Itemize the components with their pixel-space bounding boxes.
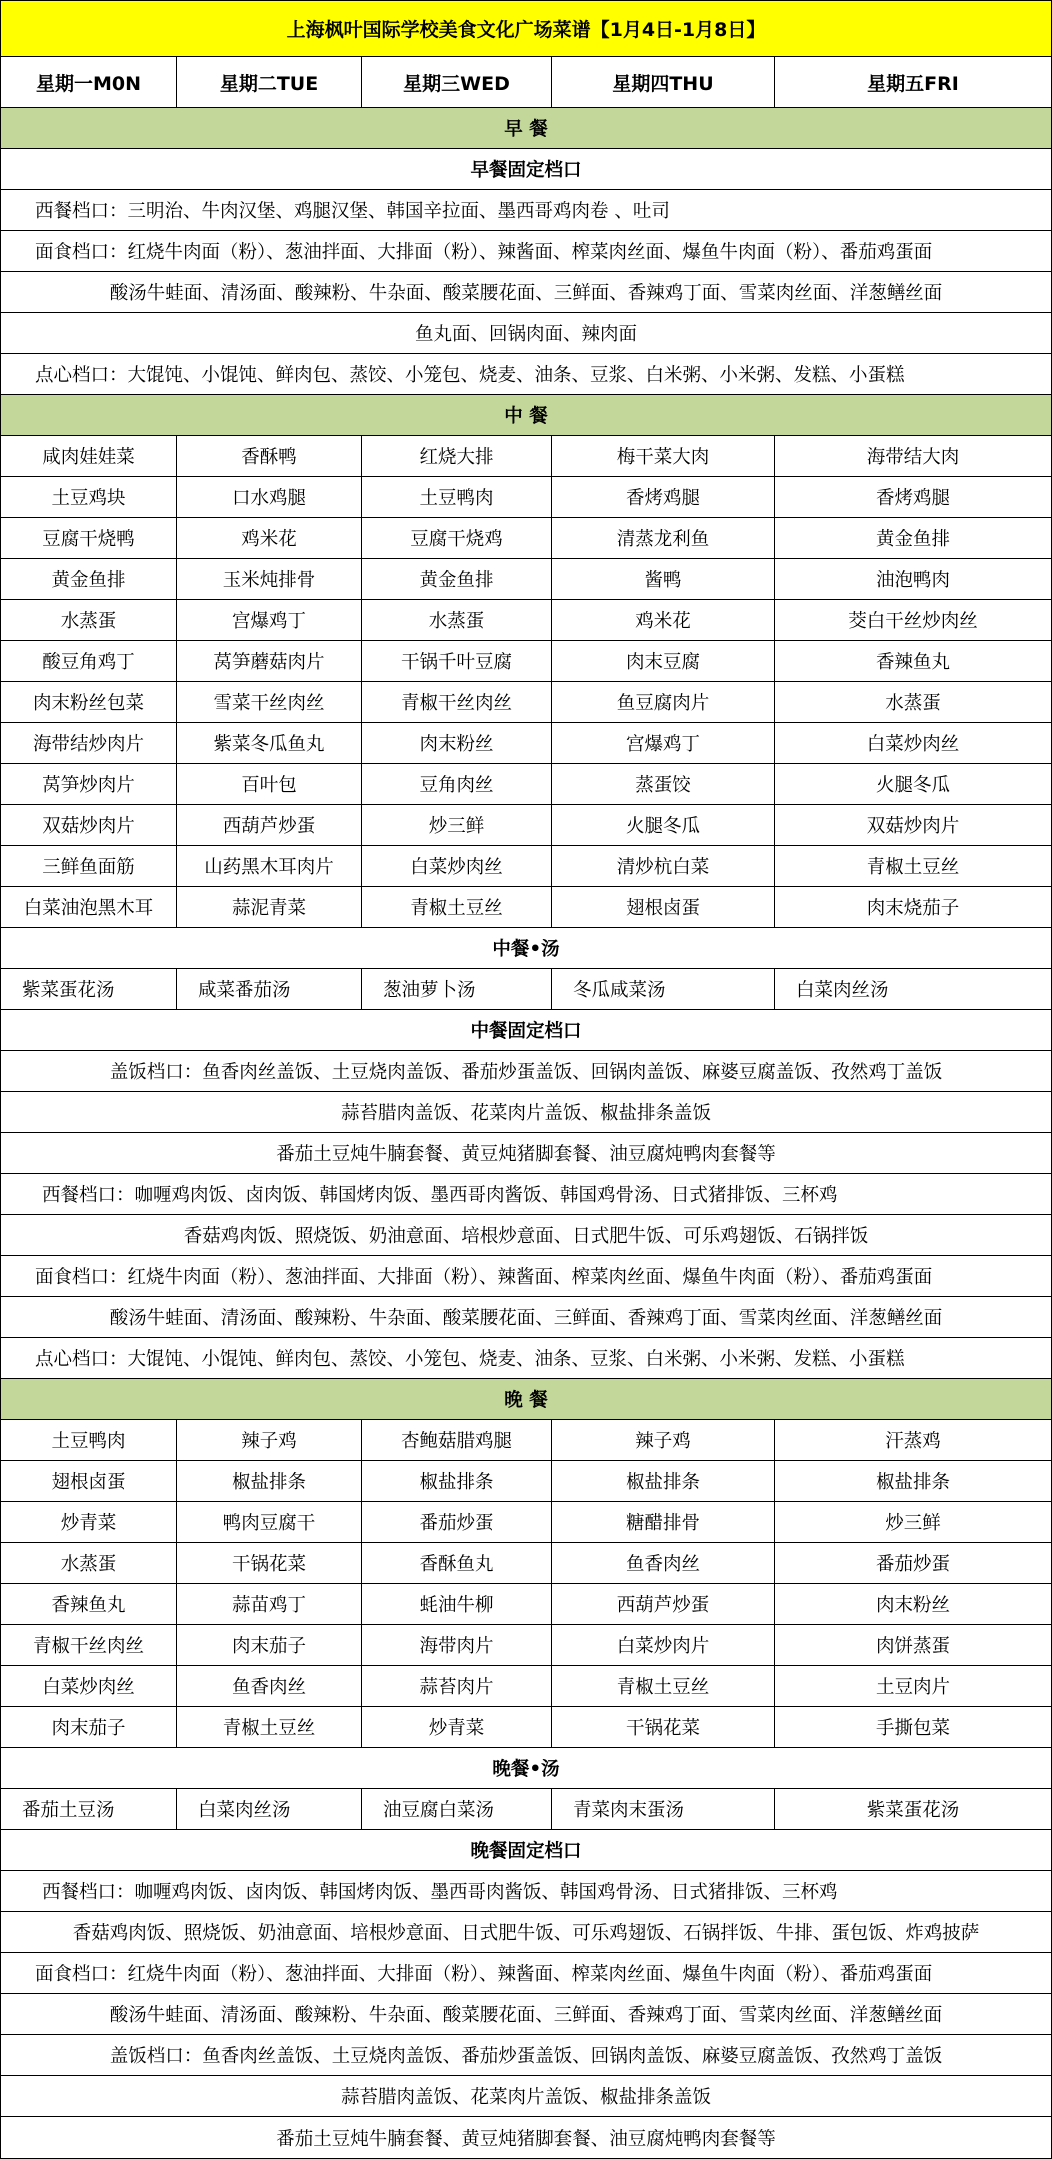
dinner-dish-row [1,1461,1051,1502]
lunch-dish-cell: 海带结大肉 [866,447,960,468]
lunch-dish-cell: 豆角肉丝 [362,764,552,804]
dinner-fixed-stalls-title: 晚餐固定档口 [1,1830,1051,1871]
lunch-soup-row [1,969,1051,1010]
lunch-soup-cell: 葱油萝卜汤 [362,969,552,1009]
day-header-tue: 星期二TUE [177,57,362,107]
lunch-stall-line: 面食档口：红烧牛肉面（粉）、葱油拌面、大排面（粉）、辣酱面、榨菜肉丝面、爆鱼牛肉面（粉）、番茄鸡蛋面 [1,1256,1051,1297]
dinner-dish-cell: 白菜炒肉丝 [1,1666,177,1706]
lunch-dish-cell: 清炒杭白菜 [552,846,775,886]
lunch-dish-cell: 肉末烧茄子 [866,898,960,919]
lunch-dish-cell: 百叶包 [177,764,362,804]
lunch-dish-cell: 翅根卤蛋 [552,887,775,927]
dinner-dish-cell: 肉末粉丝 [875,1595,950,1616]
lunch-dish-cell: 水蒸蛋 [885,693,941,714]
lunch-stall-line: 点心档口：大馄饨、小馄饨、鲜肉包、蒸饺、小笼包、烧麦、油条、豆浆、白米粥、小米粥、发糕、小蛋糕 [1,1338,1051,1379]
lunch-dish-cell: 雪菜干丝肉丝 [177,682,362,722]
dinner-dish-cell: 蒜苔肉片 [362,1666,552,1706]
breakfast-stall-line: 酸汤牛蛙面、清汤面、酸辣粉、牛杂面、酸菜腰花面、三鲜面、香辣鸡丁面、雪菜肉丝面、洋葱鳝丝面 [1,272,1051,313]
dinner-dish-cell: 炒三鲜 [885,1513,941,1534]
lunch-soup-title: 中餐•汤 [1,928,1051,969]
breakfast-fixed-stalls-title: 早餐固定档口 [1,149,1051,190]
lunch-dish-cell: 梅干菜大肉 [552,436,775,476]
lunch-dish-cell: 土豆鸡块 [1,477,177,517]
lunch-dish-row [1,559,1051,600]
lunch-dish-cell: 双菇炒肉片 [866,816,960,837]
lunch-dish-cell: 肉末豆腐 [552,641,775,681]
lunch-soup-cell: 白菜肉丝汤 [796,980,889,1001]
breakfast-stall-line: 西餐档口：三明治、牛肉汉堡、鸡腿汉堡、韩国辛拉面、墨西哥鸡肉卷 、吐司 [1,190,1051,231]
day-header-row [1,57,1051,108]
lunch-dish-row [1,436,1051,477]
dinner-dish-cell: 番茄炒蛋 [362,1502,552,1542]
dinner-soup-cell: 油豆腐白菜汤 [362,1789,552,1829]
lunch-dish-cell: 香辣鱼丸 [875,652,950,673]
dinner-dish-row [1,1584,1051,1625]
dinner-stall-line: 盖饭档口：鱼香肉丝盖饭、土豆烧肉盖饭、番茄炒蛋盖饭、回锅肉盖饭、麻婆豆腐盖饭、孜然鸡丁盖饭 [1,2035,1051,2076]
lunch-dish-cell: 豆腐干烧鸡 [362,518,552,558]
dinner-dish-cell: 番茄炒蛋 [875,1554,950,1575]
lunch-dish-row [1,518,1051,559]
dinner-stall-line: 面食档口：红烧牛肉面（粉）、葱油拌面、大排面（粉）、辣酱面、榨菜肉丝面、爆鱼牛肉面（粉）、番茄鸡蛋面 [1,1953,1051,1994]
lunch-fixed-stalls-title: 中餐固定档口 [1,1010,1051,1051]
lunch-dish-cell: 白菜油泡黑木耳 [1,887,177,927]
lunch-dish-cell: 双菇炒肉片 [1,805,177,845]
lunch-dish-cell: 香酥鸭 [177,436,362,476]
lunch-soup-cell: 冬瓜咸菜汤 [552,969,775,1009]
dinner-soup-cell: 番茄土豆汤 [1,1789,177,1829]
dinner-dish-row [1,1707,1051,1748]
lunch-stall-line: 番茄土豆炖牛腩套餐、黄豆炖猪脚套餐、油豆腐炖鸭肉套餐等 [1,1133,1051,1174]
dinner-dish-cell: 香辣鱼丸 [1,1584,177,1624]
lunch-dish-cell: 宫爆鸡丁 [177,600,362,640]
dinner-dish-cell: 鸭肉豆腐干 [177,1502,362,1542]
dinner-dish-cell: 炒青菜 [1,1502,177,1542]
dinner-stall-line: 西餐档口：咖喱鸡肉饭、卤肉饭、韩国烤肉饭、墨西哥肉酱饭、韩国鸡骨汤、日式猪排饭、三杯鸡 [1,1871,1051,1912]
dinner-dish-cell: 白菜炒肉片 [552,1625,775,1665]
day-header-mon: 星期一M0N [1,57,177,107]
dinner-dish-cell: 辣子鸡 [552,1420,775,1460]
lunch-dish-cell: 青椒土豆丝 [362,887,552,927]
dinner-dish-row [1,1502,1051,1543]
lunch-dish-cell: 白菜炒肉丝 [866,734,960,755]
dinner-dish-cell: 土豆鸭肉 [1,1420,177,1460]
dinner-dish-row [1,1666,1051,1707]
breakfast-stall-line: 鱼丸面、回锅肉面、辣肉面 [1,313,1051,354]
dinner-dish-cell: 青椒土豆丝 [177,1707,362,1747]
breakfast-stall-line: 点心档口：大馄饨、小馄饨、鲜肉包、蒸饺、小笼包、烧麦、油条、豆浆、白米粥、小米粥、发糕、小蛋糕 [1,354,1051,395]
dinner-dish-grid [1,1420,1051,1748]
dinner-dish-cell: 鱼香肉丝 [552,1543,775,1583]
lunch-dish-cell: 干锅千叶豆腐 [362,641,552,681]
lunch-dish-row [1,641,1051,682]
dinner-dish-row [1,1420,1051,1461]
dinner-dish-row [1,1543,1051,1584]
dinner-dish-cell: 糖醋排骨 [552,1502,775,1542]
dinner-soup-cell: 紫菜蛋花汤 [866,1800,960,1821]
dinner-dish-cell: 鱼香肉丝 [177,1666,362,1706]
lunch-dish-row [1,805,1051,846]
day-header-fri: 星期五FRI [867,72,959,95]
lunch-dish-cell: 咸肉娃娃菜 [1,436,177,476]
lunch-dish-row [1,887,1051,928]
lunch-dish-cell: 豆腐干烧鸭 [1,518,177,558]
lunch-dish-cell: 白菜炒肉丝 [362,846,552,886]
lunch-dish-cell: 玉米炖排骨 [177,559,362,599]
dinner-dish-cell: 椒盐排条 [552,1461,775,1501]
lunch-dish-cell: 香烤鸡腿 [552,477,775,517]
dinner-soup-cell: 白菜肉丝汤 [177,1789,362,1829]
lunch-dish-cell: 茭白干丝炒肉丝 [848,611,978,632]
lunch-dish-cell: 水蒸蛋 [1,600,177,640]
lunch-soup-cell: 咸菜番茄汤 [177,969,362,1009]
lunch-dish-grid [1,436,1051,928]
dinner-section-header: 晚 餐 [1,1379,1051,1420]
dinner-dish-cell: 蚝油牛柳 [362,1584,552,1624]
dinner-dish-cell: 炒青菜 [362,1707,552,1747]
dinner-dish-cell: 汗蒸鸡 [885,1431,941,1452]
lunch-stall-line: 酸汤牛蛙面、清汤面、酸辣粉、牛杂面、酸菜腰花面、三鲜面、香辣鸡丁面、雪菜肉丝面、洋葱鳝丝面 [1,1297,1051,1338]
lunch-dish-cell: 青椒土豆丝 [866,857,960,878]
dinner-dish-cell: 水蒸蛋 [1,1543,177,1583]
dinner-dish-cell: 辣子鸡 [177,1420,362,1460]
lunch-stall-line: 蒜苔腊肉盖饭、花菜肉片盖饭、椒盐排条盖饭 [1,1092,1051,1133]
dinner-dish-cell: 杏鲍菇腊鸡腿 [362,1420,552,1460]
lunch-dish-cell: 火腿冬瓜 [552,805,775,845]
lunch-soup-cell: 紫菜蛋花汤 [1,969,177,1009]
lunch-dish-cell: 油泡鸭肉 [875,570,950,591]
breakfast-section-header: 早 餐 [1,108,1051,149]
lunch-dish-cell: 水蒸蛋 [362,600,552,640]
dinner-dish-cell: 肉末茄子 [177,1625,362,1665]
dinner-dish-cell: 手撕包菜 [875,1718,950,1739]
lunch-dish-cell: 鸡米花 [177,518,362,558]
lunch-dish-cell: 酱鸭 [552,559,775,599]
dinner-stall-line: 番茄土豆炖牛腩套餐、黄豆炖猪脚套餐、油豆腐炖鸭肉套餐等 [276,2128,776,2150]
breakfast-stall-line: 面食档口：红烧牛肉面（粉）、葱油拌面、大排面（粉）、辣酱面、榨菜肉丝面、爆鱼牛肉面（粉）、番茄鸡蛋面 [1,231,1051,272]
dinner-stall-line: 香菇鸡肉饭、照烧饭、奶油意面、培根炒意面、日式肥牛饭、可乐鸡翅饭、石锅拌饭、牛排、蛋包饭、炸鸡披萨 [1,1912,1051,1953]
dinner-dish-cell: 蒜苗鸡丁 [177,1584,362,1624]
dinner-stall-line: 酸汤牛蛙面、清汤面、酸辣粉、牛杂面、酸菜腰花面、三鲜面、香辣鸡丁面、雪菜肉丝面、洋葱鳝丝面 [1,1994,1051,2035]
lunch-dish-cell: 蒸蛋饺 [552,764,775,804]
dinner-dish-cell: 海带肉片 [362,1625,552,1665]
lunch-dish-cell: 宫爆鸡丁 [552,723,775,763]
lunch-dish-cell: 肉末粉丝 [362,723,552,763]
lunch-dish-row [1,764,1051,805]
lunch-dish-cell: 黄金鱼排 [875,529,950,550]
lunch-stall-line: 香菇鸡肉饭、照烧饭、奶油意面、培根炒意面、日式肥牛饭、可乐鸡翅饭、石锅拌饭 [1,1215,1051,1256]
lunch-dish-cell: 酸豆角鸡丁 [1,641,177,681]
lunch-dish-cell: 土豆鸭肉 [362,477,552,517]
dinner-stall-line: 蒜苔腊肉盖饭、花菜肉片盖饭、椒盐排条盖饭 [1,2076,1051,2117]
lunch-dish-cell: 山药黑木耳肉片 [177,846,362,886]
lunch-dish-cell: 黄金鱼排 [362,559,552,599]
lunch-dish-cell: 肉末粉丝包菜 [1,682,177,722]
dinner-dish-cell: 土豆肉片 [875,1677,950,1698]
dinner-dish-cell: 香酥鱼丸 [362,1543,552,1583]
lunch-dish-cell: 鸡米花 [552,600,775,640]
lunch-dish-cell: 火腿冬瓜 [875,775,950,796]
day-header-thu: 星期四THU [552,57,775,107]
lunch-dish-cell: 莴笋炒肉片 [1,764,177,804]
lunch-dish-row [1,682,1051,723]
lunch-dish-cell: 口水鸡腿 [177,477,362,517]
dinner-dish-cell: 翅根卤蛋 [1,1461,177,1501]
dinner-dish-cell: 肉末茄子 [1,1707,177,1747]
lunch-dish-cell: 鱼豆腐肉片 [552,682,775,722]
menu-title: 上海枫叶国际学校美食文化广场菜谱【1月4日-1月8日】 [1,1,1051,57]
dinner-soup-row [1,1789,1051,1830]
lunch-dish-cell: 三鲜鱼面筋 [1,846,177,886]
lunch-dish-row [1,846,1051,887]
dinner-dish-cell: 干锅花菜 [177,1543,362,1583]
lunch-dish-cell: 清蒸龙利鱼 [552,518,775,558]
dinner-dish-cell: 椒盐排条 [362,1461,552,1501]
lunch-dish-cell: 香烤鸡腿 [875,488,950,509]
dinner-dish-cell: 西葫芦炒蛋 [552,1584,775,1624]
lunch-stall-line: 西餐档口：咖喱鸡肉饭、卤肉饭、韩国烤肉饭、墨西哥肉酱饭、韩国鸡骨汤、日式猪排饭、三杯鸡 [1,1174,1051,1215]
dinner-dish-row [1,1625,1051,1666]
lunch-dish-cell: 红烧大排 [362,436,552,476]
dinner-dish-cell: 青椒土豆丝 [552,1666,775,1706]
lunch-dish-row [1,477,1051,518]
lunch-dish-row [1,723,1051,764]
lunch-dish-cell: 莴笋蘑菇肉片 [177,641,362,681]
dinner-dish-cell: 椒盐排条 [875,1472,950,1493]
lunch-stall-line: 盖饭档口：鱼香肉丝盖饭、土豆烧肉盖饭、番茄炒蛋盖饭、回锅肉盖饭、麻婆豆腐盖饭、孜然鸡丁盖饭 [1,1051,1051,1092]
dinner-dish-cell: 青椒干丝肉丝 [1,1625,177,1665]
dinner-dish-cell: 椒盐排条 [177,1461,362,1501]
lunch-section-header: 中 餐 [1,395,1051,436]
lunch-dish-cell: 蒜泥青菜 [177,887,362,927]
lunch-dish-cell: 炒三鲜 [362,805,552,845]
lunch-dish-cell: 黄金鱼排 [1,559,177,599]
lunch-dish-cell: 西葫芦炒蛋 [177,805,362,845]
dinner-soup-cell: 青菜肉末蛋汤 [552,1789,775,1829]
dinner-dish-cell: 干锅花菜 [552,1707,775,1747]
dinner-dish-cell: 肉饼蒸蛋 [875,1636,950,1657]
lunch-dish-row [1,600,1051,641]
lunch-dish-cell: 紫菜冬瓜鱼丸 [177,723,362,763]
lunch-dish-cell: 青椒干丝肉丝 [362,682,552,722]
day-header-wed: 星期三WED [362,57,552,107]
lunch-dish-cell: 海带结炒肉片 [1,723,177,763]
dinner-soup-title: 晚餐•汤 [1,1748,1051,1789]
